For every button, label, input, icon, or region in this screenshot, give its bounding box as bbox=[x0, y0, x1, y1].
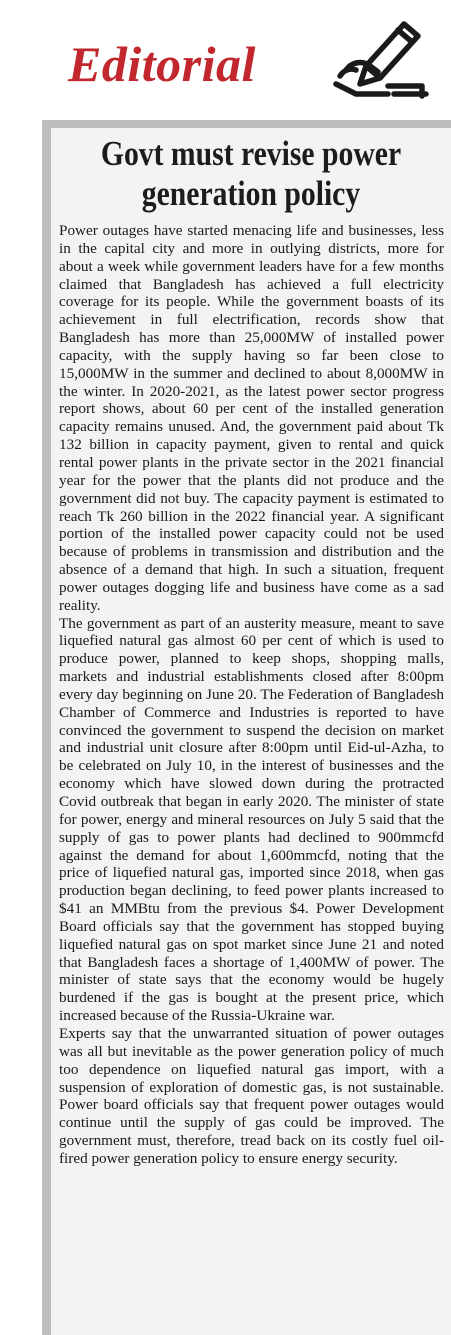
masthead bbox=[0, 0, 451, 112]
masthead-title: Editorial bbox=[68, 36, 256, 92]
article-body bbox=[59, 222, 444, 1168]
article-paragraph-3: Experts say that the unwarranted situation of power outages was all but inevitable as the power generation policy of much too dependence on liquefied natural gas import, with a suspension of exploration of domestic gas, is not sustainable. Power board officials say that frequent power outages would continue until the supply of gas could be improved. The government must, therefore, tread back on its costly fuel oil-fired power generation policy to ensure energy security. bbox=[59, 1024, 444, 1167]
headline-line-2: generation policy bbox=[141, 175, 361, 213]
article-paragraph-2: The government as part of an austerity measure, meant to save liquefied natural gas almost 60 per cent of which is used to produce power, planned to keep shops, shopping malls, markets and industrial establishments closed after 8:00pm every day beginning on June 20. The Federation of Bangladesh Chamber of Commerce and Industries is reported to have convinced the government to suspend the decision on market and industrial unit closure after 8:00pm until Eid-ul-Azha, to be celebrated on July 10, in the interest of businesses and the economy which have slowed down during the protracted Covid outbreak that began in early 2020. The minister of state for power, energy and mineral resources on July 5 said that the supply of gas to power plants had declined to 900mmcfd against the demand for about 1,600mmcfd, noting that the price of liquefied natural gas, imported since 2018, when gas production began declining, to feed power plants increased to $41 an MMBtu from the previous $4. Power Development Board officials say that the government has stopped buying liquefied natural gas on spot market since June 21 and noted that Bangladesh faces a shortage of 1,400MW of power. The minister of state says that the economy would be hugely burdened if the gas is bought at the present price, which increased because of the Russia-Ukraine war. bbox=[59, 614, 444, 1025]
headline bbox=[79, 134, 423, 214]
pen-writing-icon bbox=[326, 12, 436, 100]
headline-line-1: Govt must revise power bbox=[100, 135, 402, 173]
article-paragraph-1: Power outages have started menacing life and businesses, less in the capital city and more in outlying districts, more for about a week while government leaders have for a few months claimed that Bangladesh has achieved a full electricity coverage for its people. While the government boasts of its achievement in full electrification, records show that Bangladesh has more than 25,000MW of installed power capacity, with the supply having so far been close to 15,000MW in the summer and declined to about 8,000MW in the winter. In 2020-2021, as the latest power sector progress report shows, about 60 per cent of the installed generation capacity remains unused. And, the government paid about Tk 132 billion in capacity payment, given to rental and quick rental power plants in the private sector in the 2021 financial year for the power that the plants did not produce and the government did not buy. The capacity payment is estimated to reach Tk 260 billion in the 2022 financial year. A significant portion of the installed power capacity could not be used because of problems in transmission and distribution and the absence of a demand that high. In such a situation, frequent power outages dogging life and business have come as a sad reality. bbox=[59, 222, 444, 614]
